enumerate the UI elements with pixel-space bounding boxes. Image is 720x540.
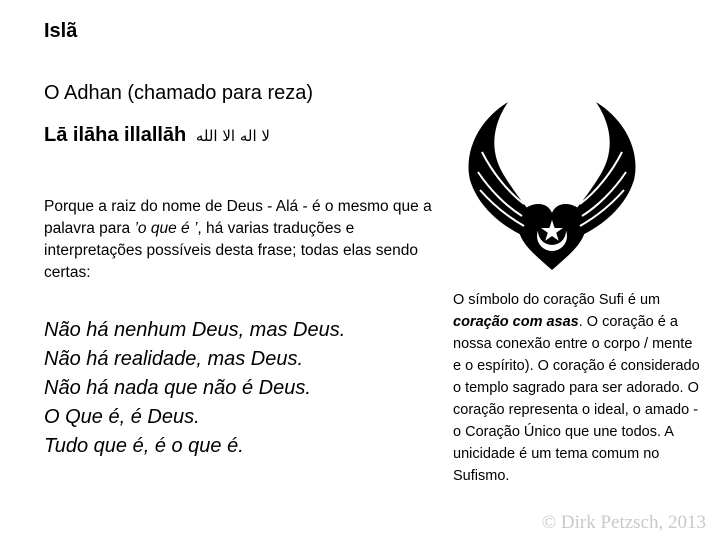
sufi-winged-heart-icon xyxy=(462,92,642,272)
statement-item: O Que é, é Deus. xyxy=(44,406,200,428)
emblem-caption xyxy=(453,289,703,487)
paragraph-text-start: Porque a raiz do nome de Deus - Alá - é o mesmo que a palavra para xyxy=(44,198,432,237)
statement-item: Tudo que é, é o que é. xyxy=(44,435,244,457)
paragraph-quote: ’o que é ’ xyxy=(134,220,198,237)
shahada-line xyxy=(44,124,270,147)
page-title: Islã xyxy=(44,20,78,42)
caption-intro: O símbolo do coração Sufi é um xyxy=(453,292,661,308)
explanation-paragraph xyxy=(44,196,449,284)
caption-body: . O coração é a nossa conexão entre o corpo / mente e o espírito). O coração é considerado o templo sagrado para ser adorado. O coração representa o ideal, o amado - o Coração Único que une todos. A unicidade é um tema comum no Sufismo. xyxy=(453,314,700,484)
paragraph-text-end: , há varias traduções e interpretações possíveis desta frase; todas elas sendo certas: xyxy=(44,220,418,281)
subtitle: O Adhan (chamado para reza) xyxy=(44,82,314,104)
statement-item: Não há nenhum Deus, mas Deus. xyxy=(44,319,346,341)
copyright-notice: © Dirk Petzsch, 2013 xyxy=(541,512,706,533)
statement-item: Não há realidade, mas Deus. xyxy=(44,348,304,370)
shahada-arabic: لا اله الا الله xyxy=(195,127,270,145)
statements-list xyxy=(44,316,345,461)
statement-item: Não há nada que não é Deus. xyxy=(44,377,311,399)
shahada-transliteration: Lā ilāha illallāh xyxy=(44,124,187,146)
caption-emphasis: coração com asas xyxy=(453,314,579,330)
